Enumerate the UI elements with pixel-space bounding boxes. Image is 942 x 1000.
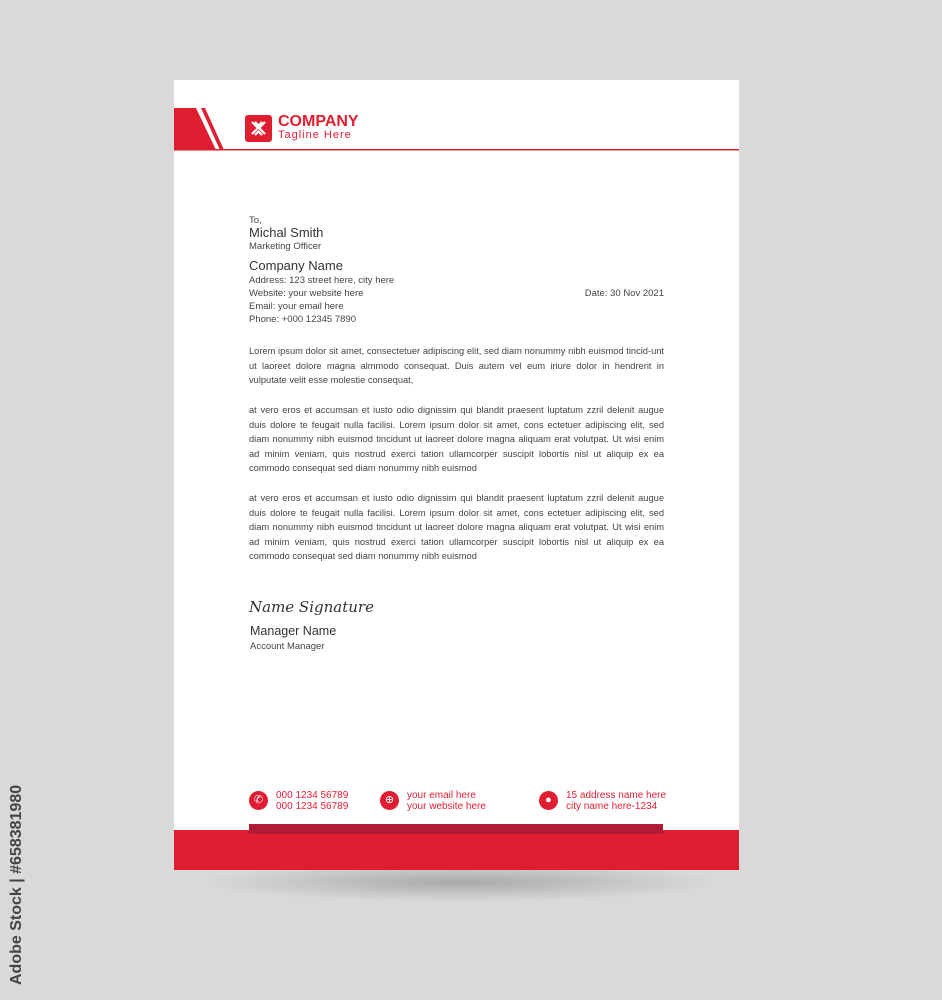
globe-icon: ⊕ (380, 791, 399, 810)
recipient-address: Address: 123 street here, city here (249, 275, 395, 286)
footer-email: your email here (407, 790, 476, 801)
to-label: To, (249, 215, 262, 226)
recipient-website: Website: your website here (249, 288, 364, 299)
body-paragraph: at vero eros et accumsan et iusto odio dignissim qui blandit praesent luptatum zzril delenit augue duis dolore te feugait nulla facilisi. Lorem ipsum dolor sit amet, cons ectetuer adipiscing elit, sed diam nonummy nibh euismod tincidunt ut laoreet dolore magna aliquam erat volutpat. Ut wisi enim ad minim veniam, quis nostrud exerci tation ullamcorper suscipit lobortis nisl ut aliquip ex ea commodo consequat sed diam nonummy nibh euismod (249, 493, 664, 562)
recipient-title: Marketing Officer (249, 241, 322, 252)
recipient-company: Company Name (249, 258, 343, 273)
phone-icon: ✆ (249, 791, 268, 810)
manager-title: Account Manager (250, 641, 325, 652)
stock-watermark: Adobe Stock | #658381980 (8, 784, 25, 985)
recipient-email: Email: your email here (249, 301, 344, 312)
footer-phone-2: 000 1234 56789 (276, 801, 349, 812)
recipient-phone: Phone: +000 12345 7890 (249, 314, 356, 325)
body-paragraph: Lorem ipsum dolor sit amet, consectetuer adipiscing elit, sed diam nonummy nibh euismod tincid-unt ut laoreet dolore magna almmodo consequat. Duis autem vel eum iriure dolor in hendrerit in vulputate velit esse molestie consequat, (249, 346, 664, 386)
letter-date: Date: 30 Nov 2021 (584, 288, 664, 299)
letterhead-page (174, 80, 739, 870)
company-tagline: Tagline Here (278, 129, 352, 141)
footer-address-2: city name here-1234 (566, 801, 658, 812)
manager-name: Manager Name (250, 624, 337, 638)
footer-bar (249, 824, 663, 834)
recipient-name: Michal Smith (249, 225, 324, 240)
company-logo-name: COMPANY (278, 113, 359, 130)
footer-website: your website here (407, 801, 486, 812)
footer-phone-1: 000 1234 56789 (276, 790, 349, 801)
logo-icon (245, 115, 272, 142)
footer-band (174, 830, 739, 870)
signature-script: Name Signature (249, 598, 374, 616)
location-pin-icon: ● (539, 791, 558, 810)
footer-address-1: 15 address name here (566, 790, 667, 801)
body-paragraph: at vero eros et accumsan et iusto odio dignissim qui blandit praesent luptatum zzril delenit augue duis dolore te feugait nulla facilisi. Lorem ipsum dolor sit amet, cons ectetuer adipiscing elit, sed diam nonummy nibh euismod tincidunt ut laoreet dolore magna aliquam erat volutpat. Ut wisi enim ad minim veniam, quis nostrud exerci tation ullamcorper suscipit lobortis nisl ut aliquip ex ea commodo consequat sed diam nonummy nibh euismod (249, 405, 664, 474)
